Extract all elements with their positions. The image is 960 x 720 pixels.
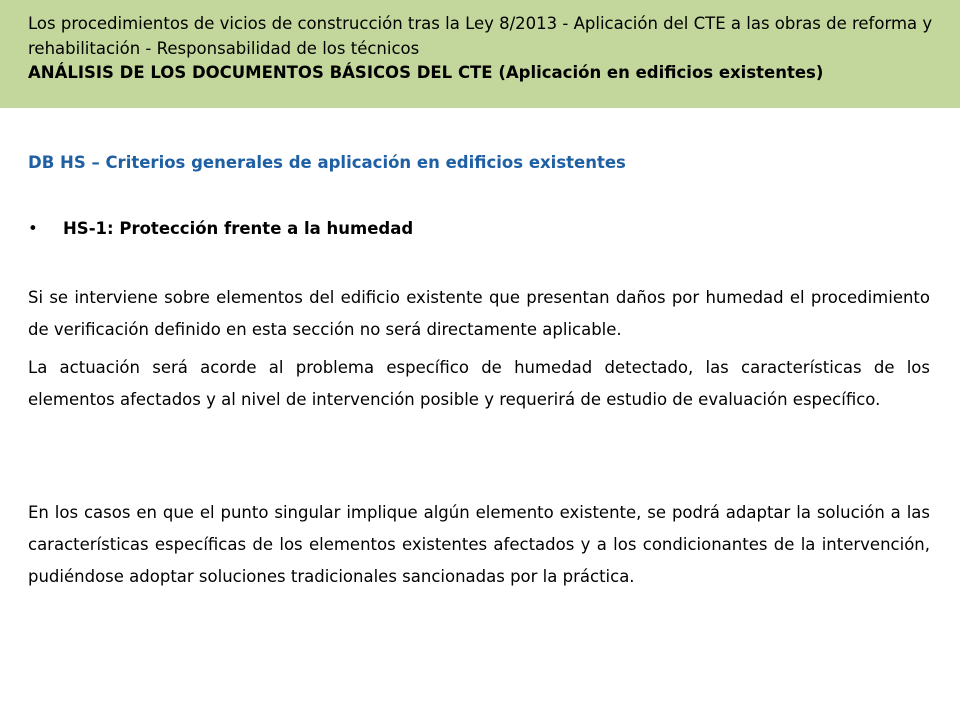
paragraph-3: En los casos en que el punto singular implique algún elemento existente, se podrá adaptar la solución a las características específicas de los elementos existentes afectados y a los condicionantes de la intervención, pudiéndose adoptar soluciones tradicionales sancionadas por la práctica. xyxy=(28,503,930,586)
header-banner xyxy=(0,0,960,108)
bullet-dot: • xyxy=(28,219,38,238)
section-heading: DB HS – Criterios generales de aplicación en edificios existentes xyxy=(28,153,626,172)
header-subtitle: Los procedimientos de vicios de construcción tras la Ley 8/2013 - Aplicación del CTE a las obras de reforma y rehabilitación - Responsabilidad de los técnicos xyxy=(28,14,933,58)
bullet-item xyxy=(28,219,413,238)
bullet-text: HS-1: Protección frente a la humedad xyxy=(63,219,414,238)
paragraph-1: Si se interviene sobre elementos del edificio existente que presentan daños por humedad el procedimiento de verificación definido en esta sección no será directamente aplicable. xyxy=(28,288,930,339)
paragraph-2: La actuación será acorde al problema específico de humedad detectado, las características de los elementos afectados y al nivel de intervención posible y requerirá de estudio de evaluación específico. xyxy=(28,358,930,409)
header-title: ANÁLISIS DE LOS DOCUMENTOS BÁSICOS DEL CTE (Aplicación en edificios existentes) xyxy=(28,63,824,82)
